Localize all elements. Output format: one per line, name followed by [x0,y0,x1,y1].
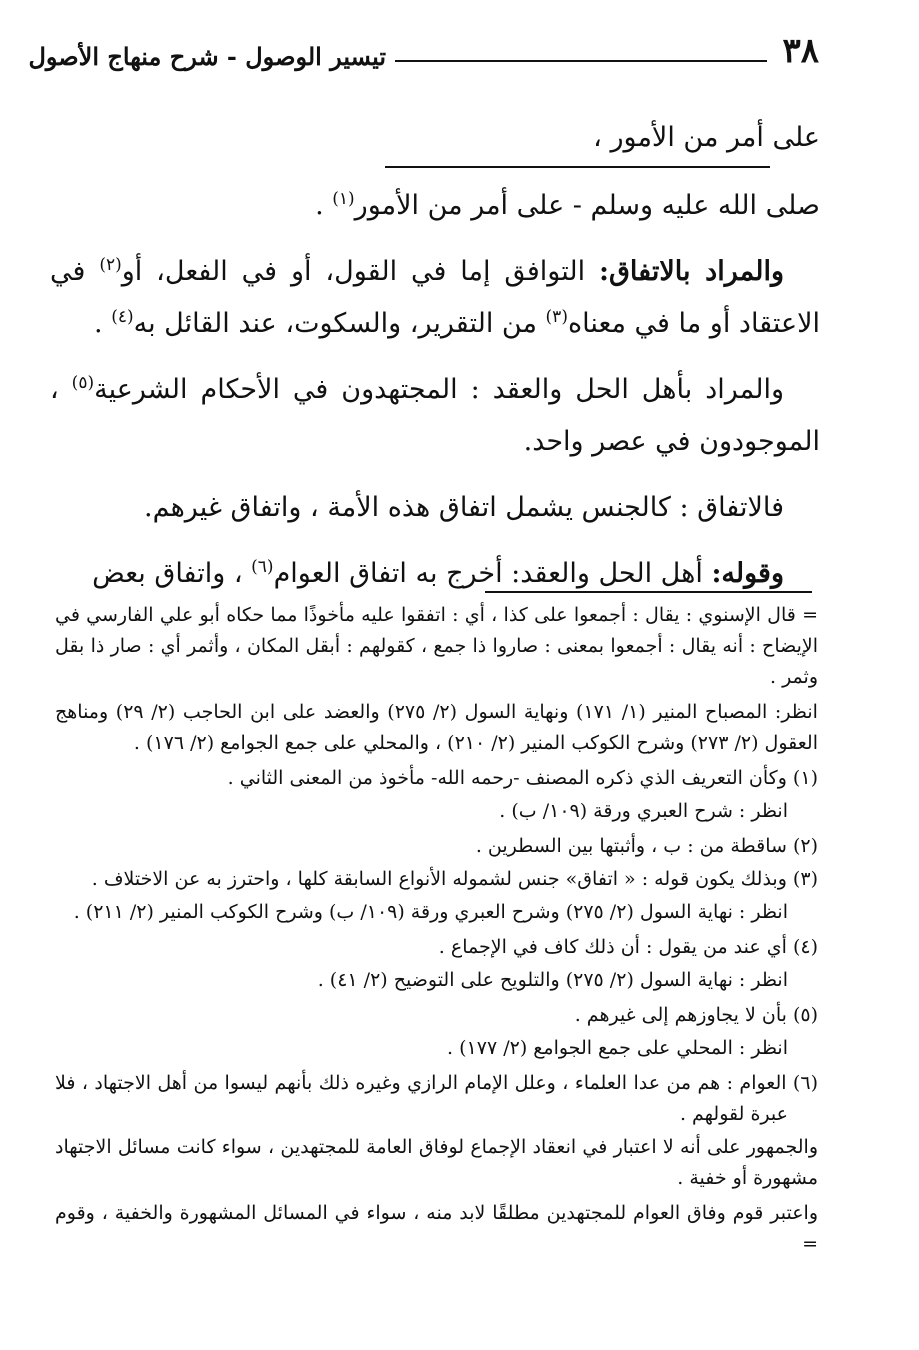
paragraph-3 [50,364,820,468]
footnotes [55,600,818,1264]
footnote-ref-6: (٦) [251,557,274,577]
footnote-ref-3: (٣) [545,307,568,327]
fragment-line: على أمر من الأمور ، [593,122,820,153]
footnote-1-reference: انظر : شرح العبري ورقة (١٠٩/ ب) . [499,800,788,822]
term-qawluhu: وقوله: [711,558,784,589]
footnote-ref-4: (٤) [111,307,134,327]
paragraph-5-text-a: أهل الحل والعقد: أخرج به اتفاق العوام [273,558,712,589]
paragraph-5-text-b: ، واتفاق بعض [92,558,252,589]
footnote-3: (٣) وبذلك يكون قوله : « اتفاق» جنس لشموله الأنواع السابقة كلها ، واحترز به عن الاختلاف . [91,868,818,890]
footnote-5: (٥) بأن لا يجاوزهم إلى غيرهم . [574,1004,818,1026]
footnote-ref-5: (٥) [71,373,95,393]
footnote-carryover-references: انظر: المصباح المنير (١/ ١٧١) ونهاية السول (٢/ ٢٧٥) والعضد على ابن الحاجب (٢/ ٢٩) ومناهج العقول (٢/ ٢٧٣) وشرح الكوكب المنير (٢/ ٢١٠) ، والمحلي على جمع الجوامع (٢/ ١٧٦) . [55,701,818,754]
page-number: ٣٨ [782,31,819,71]
paragraph-2-end: . [94,308,112,339]
paragraph-2-text-a: التوافق إما في القول، أو في الفعل، أو [121,256,600,287]
paragraph-1 [50,180,820,232]
main-text [50,180,820,614]
paragraph-2 [50,246,820,350]
paragraph-3-text-b: ، الموجودون في عصر واحد. [50,374,820,457]
footnote-6-continuation-2: واعتبر قوم وفاق العوام للمجتهدين مطلقًا لابد منه ، سواء في المسائل المشهورة والخفية ، وقوم = [55,1202,818,1255]
text-fragment [50,112,820,164]
footnote-ref-1: (١) [332,189,355,209]
footnote-carryover: = قال الإسنوي : يقال : أجمعوا على كذا ، أي : اتفقوا عليه مأخوذًا مما حكاه أبو علي الفارسي في الإيضاح : أنه يقال : أجمعوا بمعنى : صاروا ذا جمع ، كقولهم : أبقل المكان ، وأثمر أي : صار ذا بقل وثمر . [55,604,818,688]
text-separator-rule [385,166,770,168]
footnote-1: (١) وكأن التعريف الذي ذكره المصنف -رحمه الله- مأخوذ من المعنى الثاني . [227,767,818,789]
footnote-6-continuation: والجمهور على أنه لا اعتبار في انعقاد الإجماع لوفاق العامة للمجتهدين ، سواء كانت مسائل الاجتهاد مشهورة أو خفية . [55,1136,818,1189]
paragraph-1-text: صلى الله عليه وسلم - على أمر من الأمور [354,190,820,221]
footnote-4: (٤) أي عند من يقول : أن ذلك كاف في الإجماع . [438,936,818,958]
footnote-ref-2: (٢) [99,255,122,275]
paragraph-2-text-b: في الاعتقاد أو ما في معناه [50,256,820,339]
term-ittifaq: والمراد بالاتفاق: [599,256,784,287]
paragraph-4 [50,482,820,534]
footnote-4-reference: انظر : نهاية السول (٢/ ٢٧٥) والتلويح على التوضيح (٢/ ٤١) . [317,969,788,991]
paragraph-2-text-c: من التقرير، والسكوت، عند القائل به [133,308,546,339]
footnote-5-reference: انظر : المحلي على جمع الجوامع (٢/ ١٧٧) . [447,1037,788,1059]
header-rule [395,60,767,62]
footnote-separator-rule [485,591,812,593]
paragraph-1-end: . [315,190,333,221]
footnote-6: (٦) العوام : هم من عدا العلماء ، وعلل الإمام الرازي وغيره ذلك بأنهم ليسوا من أهل الاجتهاد ، فلا عبرة لقولهم . [55,1072,818,1125]
footnote-2: (٢) ساقطة من : ب ، وأثبتها بين السطرين . [475,835,818,857]
paragraph-4-text: فالاتفاق : كالجنس يشمل اتفاق هذه الأمة ، واتفاق غيرهم. [144,492,784,523]
footnote-3-reference: انظر : نهاية السول (٢/ ٢٧٥) وشرح العبري ورقة (١٠٩/ ب) وشرح الكوكب المنير (٢/ ٢١١) . [73,901,788,923]
running-title: تيسير الوصول - شرح منهاج الأصول [28,42,386,71]
paragraph-3-text-a: والمراد بأهل الحل والعقد : المجتهدون في الأحكام الشرعية [94,374,784,405]
